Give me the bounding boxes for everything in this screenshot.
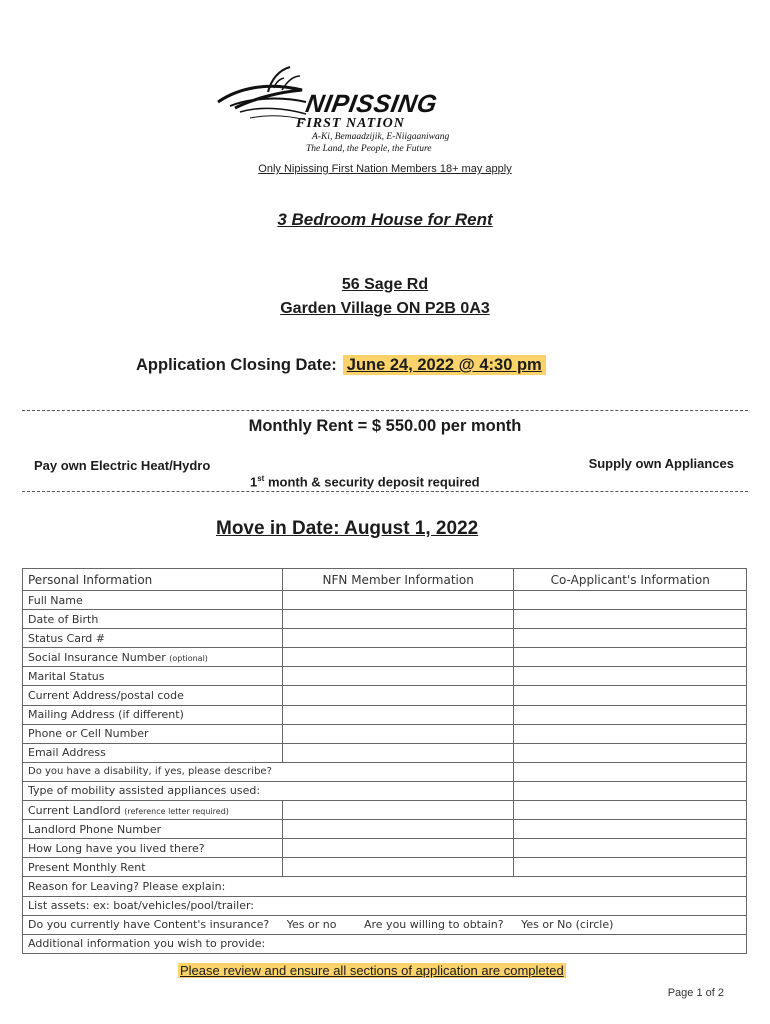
tagline-ojibwe: A-Ki, Bemaadzijik, E-Niigaaniwang [312,132,450,142]
insurance-row [23,915,747,934]
table-row [23,781,747,800]
table-row [23,801,747,820]
coapplicant-input-cell[interactable] [514,820,747,839]
coapplicant-input-cell[interactable] [514,762,747,781]
row-label: Present Monthly Rent [23,858,283,877]
row-label: Do you have a disability, if yes, please describe? [23,762,283,781]
org-subtitle: FIRST NATION [296,116,405,131]
member-input-cell[interactable] [282,724,513,743]
table-row [23,896,747,915]
row-label: Email Address [23,743,283,762]
page-number: Page 1 of 2 [667,987,724,999]
row-label: How Long have you lived there? [23,839,283,858]
coapplicant-input-cell[interactable] [514,591,747,610]
member-input-cell[interactable] [282,858,513,877]
deposit-text: month & security deposit required [264,474,480,490]
table-row [23,934,747,953]
header-coapplicant-info: Co-Applicant's Information [514,569,747,591]
tagline-english: The Land, the People, the Future [306,144,432,154]
row-label: Current Address/postal code [23,686,283,705]
closing-label: Application Closing Date: [136,356,337,374]
table-header-row [23,569,747,591]
insurance-options[interactable]: Yes or no [286,918,337,932]
member-input-cell[interactable] [282,591,513,610]
row-label: Full Name [23,591,283,610]
table-row [23,877,747,896]
member-input-cell[interactable] [282,762,513,781]
coapplicant-input-cell[interactable] [514,743,747,762]
table-row [23,629,747,648]
deposit-ordinal: 1 [250,474,258,490]
row-label: Mailing Address (if different) [23,705,283,724]
landlord-note: (reference letter required) [124,806,229,816]
electric-note: Pay own Electric Heat/Hydro [34,458,211,473]
divider-top [22,410,748,411]
table-row [23,724,747,743]
coapplicant-input-cell[interactable] [514,686,747,705]
table-row [23,762,747,781]
table-row [23,743,747,762]
member-input-cell[interactable] [282,820,513,839]
appliances-note: Supply own Appliances [588,456,734,471]
coapplicant-input-cell[interactable] [514,781,747,800]
member-input-cell[interactable] [282,743,513,762]
address-line-2: Garden Village ON P2B 0A3 [280,300,490,317]
willing-question: Are you willing to obtain? [363,918,504,932]
table-row [23,915,747,934]
row-label[interactable]: Additional information you wish to provide: [23,934,747,953]
row-label: Marital Status [23,667,283,686]
row-label: Date of Birth [23,610,283,629]
listing-title: 3 Bedroom House for Rent [277,210,493,229]
move-in-date: Move in Date: August 1, 2022 [216,518,479,539]
closing-date [136,356,546,375]
org-name: NIPISSING [303,90,440,118]
header-personal-info: Personal Information [23,569,283,591]
insurance-question: Do you currently have Content's insurance? [28,918,270,932]
table-row [23,820,747,839]
closing-value: June 24, 2022 @ 4:30 pm [343,355,546,375]
row-label: Landlord Phone Number [23,820,283,839]
header-member-info: NFN Member Information [282,569,513,591]
coapplicant-input-cell[interactable] [514,629,747,648]
member-input-cell[interactable] [282,667,513,686]
application-table [22,568,747,954]
coapplicant-input-cell[interactable] [514,839,747,858]
coapplicant-input-cell[interactable] [514,705,747,724]
member-input-cell[interactable] [282,648,513,667]
table-row [23,610,747,629]
member-input-cell[interactable] [282,705,513,724]
row-label [23,648,283,667]
member-input-cell[interactable] [282,801,513,820]
table-row [23,686,747,705]
table-row [23,839,747,858]
eligibility-note: Only Nipissing First Nation Members 18+ may apply [258,163,512,175]
sin-label: Social Insurance Number [28,650,170,664]
row-label[interactable]: Reason for Leaving? Please explain: [23,877,747,896]
member-input-cell[interactable] [282,610,513,629]
coapplicant-input-cell[interactable] [514,667,747,686]
coapplicant-input-cell[interactable] [514,610,747,629]
sin-note: (optional) [169,653,208,663]
member-input-cell[interactable] [282,781,513,800]
organization-logo [210,62,510,162]
landlord-label: Current Landlord [28,803,125,817]
table-row [23,648,747,667]
willing-options[interactable]: Yes or No (circle) [521,918,614,932]
table-row [23,705,747,724]
monthly-rent: Monthly Rent = $ 550.00 per month [248,417,522,435]
row-label[interactable]: List assets: ex: boat/vehicles/pool/trailer: [23,896,747,915]
deposit-ordinal-suffix: st [257,474,265,483]
coapplicant-input-cell[interactable] [514,648,747,667]
table-row [23,667,747,686]
divider-bottom [22,491,748,492]
review-note: Please review and ensure all sections of application are completed [180,963,564,978]
row-label: Status Card # [23,629,283,648]
coapplicant-input-cell[interactable] [514,801,747,820]
row-label: Type of mobility assisted appliances used: [23,781,283,800]
row-label [23,801,283,820]
coapplicant-input-cell[interactable] [514,724,747,743]
member-input-cell[interactable] [282,686,513,705]
member-input-cell[interactable] [282,839,513,858]
member-input-cell[interactable] [282,629,513,648]
table-row [23,591,747,610]
coapplicant-input-cell[interactable] [514,858,747,877]
address-line-1: 56 Sage Rd [341,276,429,293]
table-row [23,858,747,877]
row-label: Phone or Cell Number [23,724,283,743]
deposit-note [250,474,480,489]
